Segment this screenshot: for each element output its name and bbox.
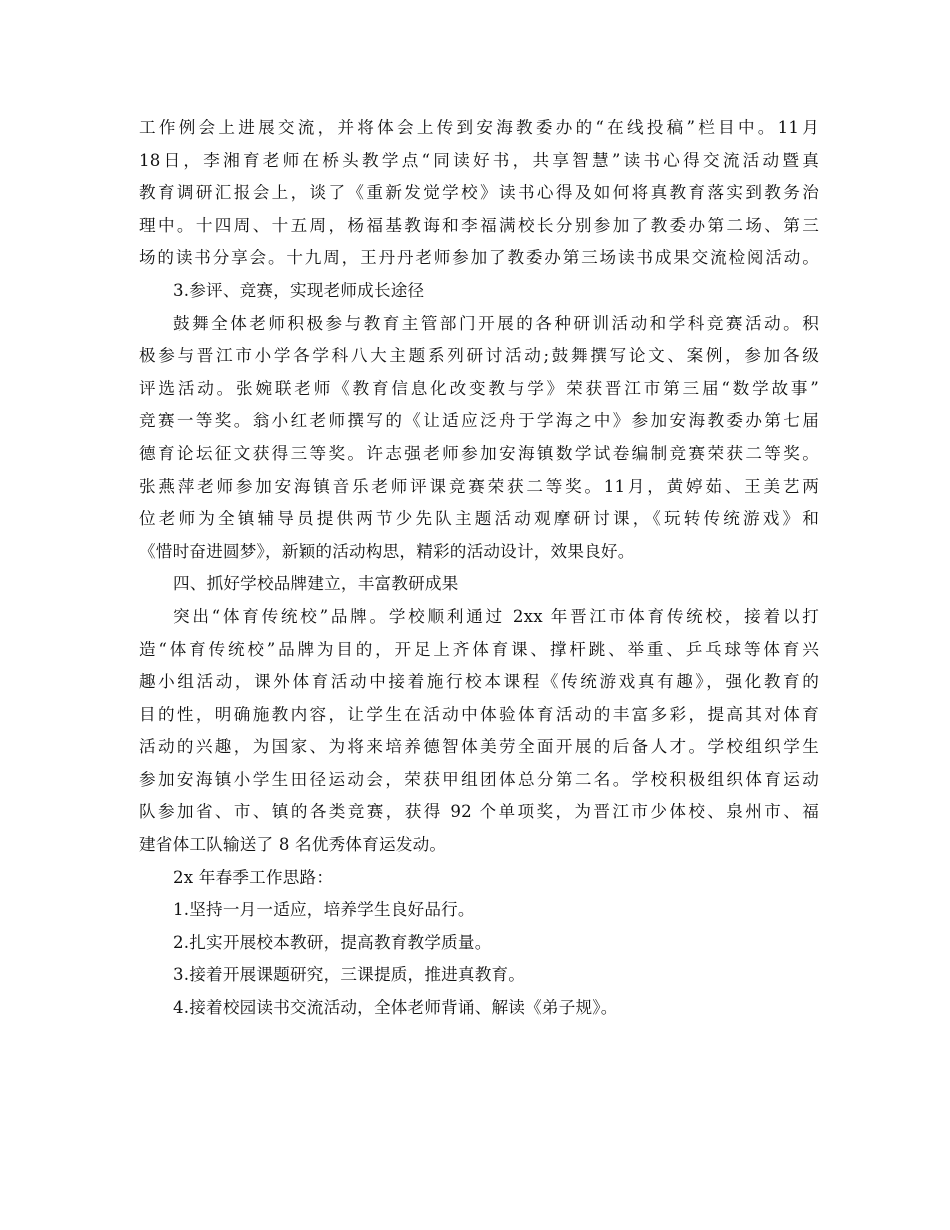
text-line: 队参加省、市、镇的各类竞赛，获得 92 个单项奖，为晋江市少体校、泉州市、福: [139, 802, 819, 822]
text-line: 目的性，明确施教内容，让学生在活动中体验体育活动的丰富多彩，提高其对体育: [139, 704, 819, 724]
text-line: 建省体工队输送了 8 名优秀体育运发动。: [139, 835, 447, 855]
document-body: [139, 112, 819, 1025]
text-line: 参加安海镇小学生田径运动会，荣获甲组团体总分第二名。学校积极组织体育运动: [139, 769, 819, 789]
text-line: 突出“体育传统校”品牌。学校顺利通过 2xx 年晋江市体育传统校，接着以打: [173, 606, 819, 626]
text-line: 1.坚持一月一适应，培养学生良好品行。: [173, 900, 475, 920]
text-line: 理中。十四周、十五周，杨福基教诲和李福满校长分别参加了教委办第二场、第三: [139, 215, 819, 235]
text-line: 四、抓好学校品牌建立，丰富教研成果: [173, 574, 459, 594]
text-line: 2.扎实开展校本教研，提高教育教学质量。: [173, 932, 492, 952]
text-line: 场的读书分享会。十九周，王丹丹老师参加了教委办第三场读书成果交流检阅活动。: [139, 248, 819, 268]
text-line: 工作例会上进展交流，并将体会上传到安海教委办的“在线投稿”栏目中。11月: [139, 118, 819, 137]
text-line: 德育论坛征文获得三等奖。许志强老师参加安海镇数学试卷编制竞赛荣获二等奖。: [139, 443, 819, 463]
text-line: 《惜时奋进圆梦》，新颖的活动构思，精彩的活动设计，效果良好。: [139, 541, 635, 561]
text-line: 竞赛一等奖。翁小红老师撰写的《让适应泛舟于学海之中》参加安海教委办第七届: [139, 411, 819, 431]
text-line: 趣小组活动，课外体育活动中接着施行校本课程《传统游戏真有趣》，强化教育的: [139, 672, 819, 692]
text-line: 评选活动。张婉联老师《教育信息化改变教与学》荣获晋江市第三届“数学故事”: [139, 378, 819, 398]
text-line: 鼓舞全体老师积极参与教育主管部门开展的各种研训活动和学科竞赛活动。积: [173, 313, 819, 333]
text-line: 3.参评、竞赛，实现老师成长途径: [173, 280, 425, 300]
text-line: 教育调研汇报会上，谈了《重新发觉学校》读书心得及如何将真教育落实到教务治: [139, 183, 819, 203]
text-line: 4.接着校园读书交流活动，全体老师背诵、解读《弟子规》。: [173, 998, 618, 1018]
text-line: 造“体育传统校”品牌为目的，开足上齐体育课、撑杆跳、举重、乒乓球等体育兴: [139, 639, 819, 659]
text-line: 位老师为全镇辅导员提供两节少先队主题活动观摩研讨课，《玩转传统游戏》和: [139, 509, 819, 529]
text-line: 活动的兴趣，为国家、为将来培养德智体美劳全面开展的后备人才。学校组织学生: [139, 737, 819, 757]
text-line: 张燕萍老师参加安海镇音乐老师评课竞赛荣获二等奖。11月，黄婷茹、王美艺两: [139, 476, 819, 496]
text-line: 18日，李湘育老师在桥头教学点“同读好书，共享智慧”读书心得交流活动暨真: [139, 150, 819, 170]
text-line: 极参与晋江市小学各学科八大主题系列研讨活动;鼓舞撰写论文、案例，参加各级: [139, 346, 819, 366]
text-line: 3.接着开展课题研究，三课提质，推进真教育。: [173, 965, 526, 985]
text-line: 2x 年春季工作思路：: [173, 867, 334, 887]
